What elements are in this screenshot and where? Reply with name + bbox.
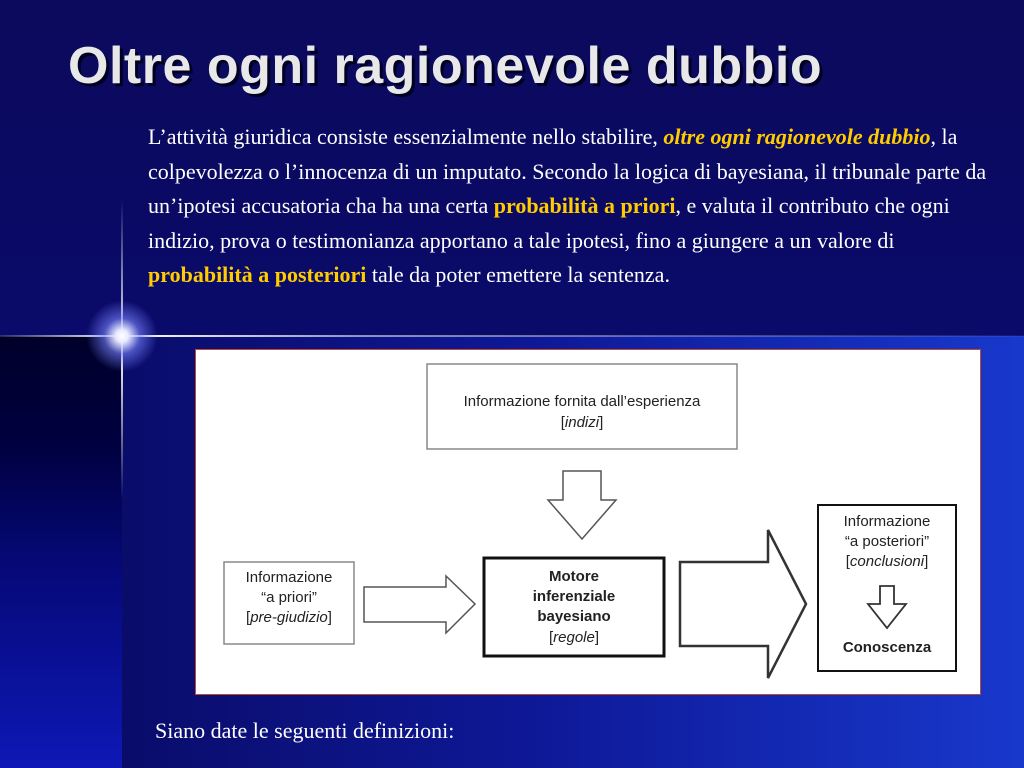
engine-line4: [regole]: [548, 629, 600, 646]
engine-line1: Motore: [549, 568, 599, 585]
diagram-svg: [196, 350, 980, 694]
paragraph-text-1: L’attività giuridica consiste essenzialmente nello stabilire,: [148, 124, 664, 149]
footer-text: Siano date le seguenti definizioni:: [155, 718, 455, 743]
experience-label: Informazione fornita dall’esperienza: [463, 393, 701, 410]
posterior-line2: “a posteriori”: [844, 533, 930, 550]
bayesian-diagram: [195, 349, 981, 695]
experience-sub: [indizi]: [560, 414, 604, 431]
intro-paragraph: [148, 120, 998, 293]
prior-line2: “a priori”: [261, 589, 317, 606]
arrow-right-icon: [364, 576, 475, 633]
slide-title: Oltre ogni ragionevole dubbio: [68, 37, 823, 95]
flare-star-icon: [86, 300, 158, 372]
engine-line2: inferenziale: [532, 588, 616, 605]
background-left: [0, 336, 122, 768]
engine-line3: bayesiano: [537, 608, 611, 625]
posterior-line3: [conclusioni]: [845, 553, 929, 570]
prior-line1: Informazione: [245, 569, 333, 586]
posterior-line1: Informazione: [843, 513, 931, 530]
arrow-down-icon: [548, 471, 616, 539]
paragraph-text-2: , la colpevolezza o l’innocenza di un imputato. Secondo la logica di bayesiana, il tribunale parte da un’ipotesi accusatoria cha ha una certa: [148, 124, 987, 218]
highlight-posterior-probability: probabilità a posteriori: [148, 262, 367, 287]
paragraph-text-3: , e valuta il contributo che ogni indizio, prova o testimonianza apportano a tale ipotesi, fino a giungere a un valore di: [148, 193, 950, 253]
highlight-beyond-doubt: oltre ogni ragionevole dubbio: [663, 124, 931, 149]
knowledge-label: Conoscenza: [842, 639, 932, 656]
prior-line3: [pre-giudizio]: [246, 609, 332, 626]
highlight-prior-probability: probabilità a priori: [493, 193, 676, 218]
paragraph-text-4: tale da poter emettere la sentenza.: [366, 262, 670, 287]
big-arrow-right-icon: [680, 530, 806, 678]
